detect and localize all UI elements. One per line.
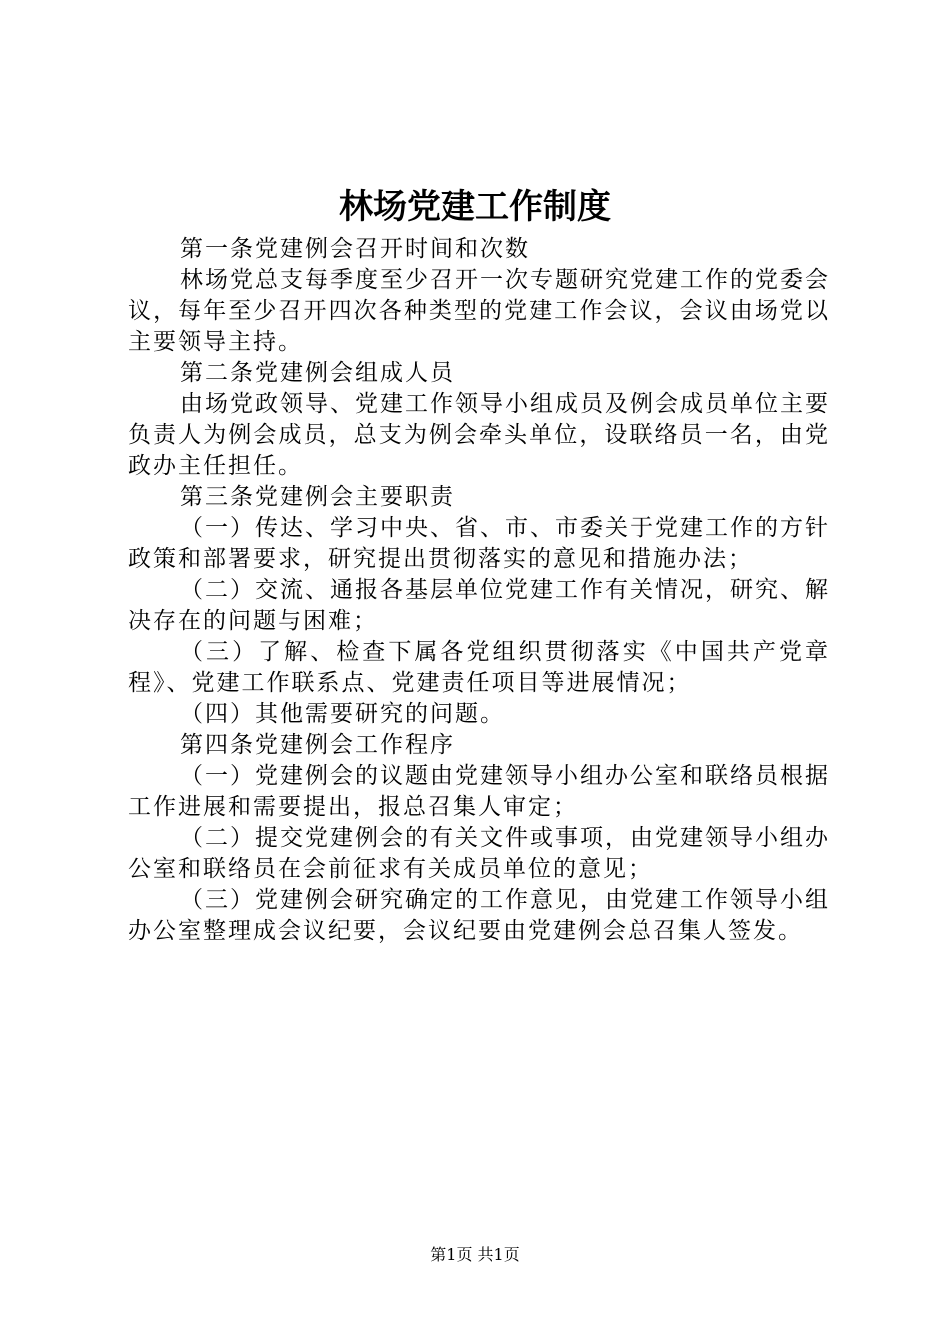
article-4-item-1: （一）党建例会的议题由党建领导小组办公室和联络员根据工作进展和需要提出，报总召集人审定； — [128, 763, 830, 820]
article-2-content: 由场党政领导、党建工作领导小组成员及例会成员单位主要负责人为例会成员，总支为例会牵头单位，设联络员一名，由党政办主任担任。 — [128, 391, 830, 479]
document-title: 林场党建工作制度 — [339, 187, 611, 227]
article-3-item-1: （一）传达、学习中央、省、市、市委关于党建工作的方针政策和部署要求，研究提出贯彻落实的意见和措施办法； — [128, 515, 830, 572]
article-4-item-2: （二）提交党建例会的有关文件或事项，由党建领导小组办公室和联络员在会前征求有关成员单位的意见； — [128, 825, 830, 882]
document-body — [128, 234, 830, 947]
article-2-heading: 第二条党建例会组成人员 — [180, 360, 455, 386]
article-1-content: 林场党总支每季度至少召开一次专题研究党建工作的党委会议，每年至少召开四次各种类型的党建工作会议，会议由场党以主要领导主持。 — [128, 267, 830, 355]
page-footer — [0, 1243, 950, 1267]
page-indicator: 第1页 共1页 — [430, 1245, 520, 1264]
article-3-item-3: （三）了解、检查下属各党组织贯彻落实《中国共产党章程》、党建工作联系点、党建责任项目等进展情况； — [128, 639, 830, 696]
article-3-item-4: （四）其他需要研究的问题。 — [180, 701, 505, 727]
article-3-item-2: （二）交流、通报各基层单位党建工作有关情况，研究、解决存在的问题与困难； — [128, 577, 830, 634]
article-4-heading: 第四条党建例会工作程序 — [180, 732, 455, 758]
article-4-item-3: （三）党建例会研究确定的工作意见，由党建工作领导小组办公室整理成会议纪要，会议纪要由党建例会总召集人签发。 — [128, 887, 830, 944]
article-1-heading: 第一条党建例会召开时间和次数 — [180, 236, 530, 262]
article-3-heading: 第三条党建例会主要职责 — [180, 484, 455, 510]
